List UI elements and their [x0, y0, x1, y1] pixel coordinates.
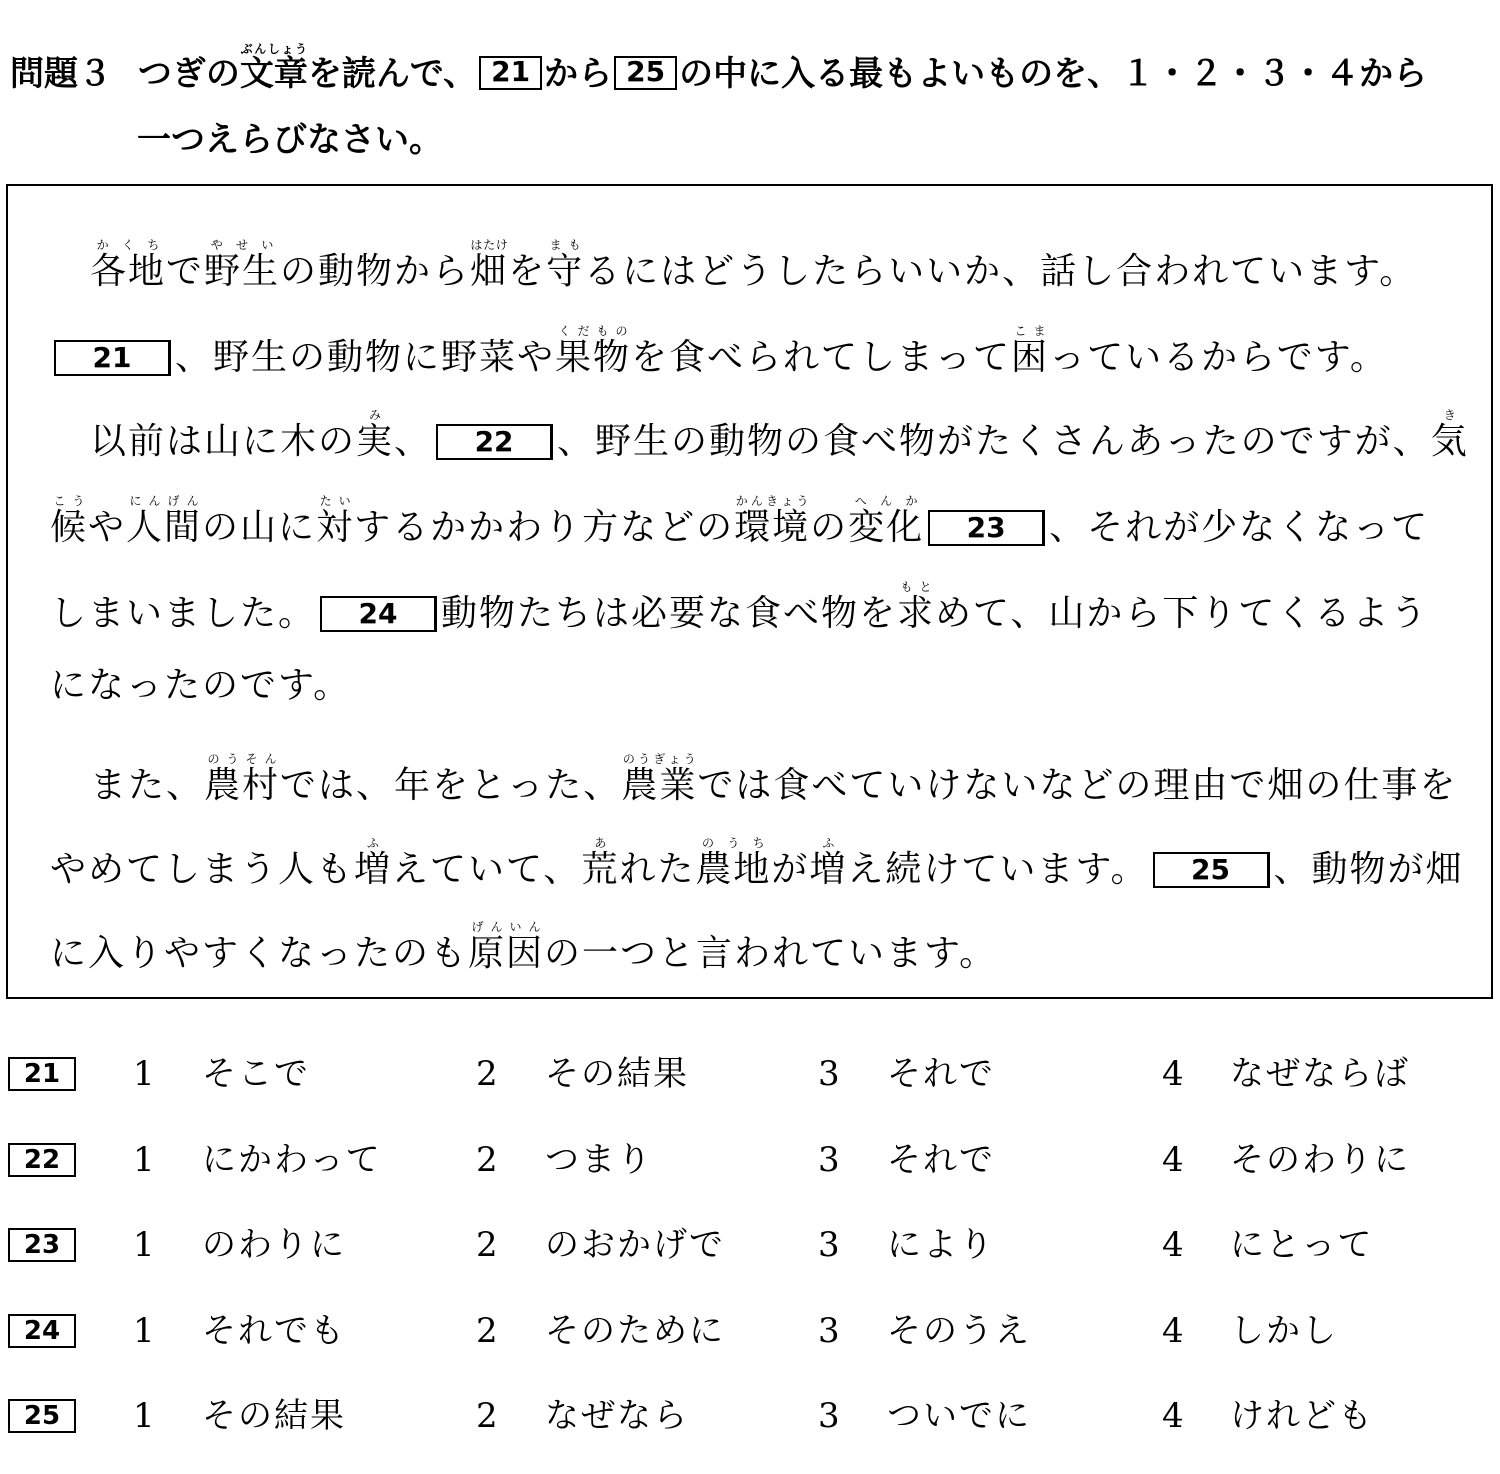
ruby-word: 野生やせい [204, 238, 281, 292]
passage-text: するかかわり方などの [354, 507, 735, 548]
passage-line [90, 238, 1417, 294]
ruby-word: 守まも [546, 238, 585, 292]
option-number[interactable]: 3 [818, 1140, 840, 1180]
option-number[interactable]: 4 [1162, 1311, 1184, 1351]
option-number[interactable]: 4 [1162, 1396, 1184, 1436]
option-number[interactable]: 3 [818, 1054, 840, 1094]
option-number[interactable]: 1 [133, 1311, 155, 1351]
passage-text: めて、山から下りてくるよう [935, 593, 1429, 634]
option-number[interactable]: 2 [476, 1396, 498, 1436]
passage-text: やめてしまう人も [50, 849, 355, 890]
option-text[interactable]: その結果 [202, 1396, 346, 1436]
passage-line [50, 836, 1464, 892]
option-text[interactable]: それで [887, 1140, 995, 1180]
passage-text: 、野生の動物に野菜や [175, 337, 556, 378]
instructions-line-1 [10, 42, 1427, 94]
option-text[interactable]: そのうえ [887, 1311, 1031, 1351]
option-text[interactable]: により [887, 1225, 995, 1265]
passage-text: の山に [202, 507, 317, 548]
passage-line [50, 494, 1429, 550]
passage-text: るにはどうしたらいいか、話し合われています。 [584, 251, 1418, 292]
ruby-word: 環境かんきょう [734, 494, 811, 548]
ruby-word: 荒あ [581, 836, 620, 890]
passage-text: 、それが少なくなって [1049, 507, 1430, 548]
option-text[interactable]: そのわりに [1230, 1140, 1410, 1180]
option-text[interactable]: にかわって [202, 1140, 382, 1180]
instructions-text-a: つぎの [137, 54, 240, 94]
option-number[interactable]: 1 [133, 1140, 155, 1180]
passage-text: の一つと言われています。 [544, 933, 998, 974]
passage-text: の [810, 507, 849, 548]
ruby-word: 求もと [897, 580, 936, 634]
passage-text: 、野生の動物の食べ物がたくさんあったのですが、 [557, 421, 1431, 462]
question-number: 24 [8, 1314, 76, 1348]
blank-ref-first: 21 [479, 56, 542, 90]
option-number[interactable]: 4 [1162, 1225, 1184, 1265]
passage-text: 、動物が畑 [1273, 849, 1464, 890]
ruby-word: 文章ぶんしょう [239, 42, 308, 94]
option-number[interactable]: 1 [133, 1054, 155, 1094]
passage-text: を食べられてしまって [631, 337, 1012, 378]
question-row [0, 1137, 1500, 1183]
option-text[interactable]: それでも [202, 1311, 346, 1351]
question-row [0, 1308, 1500, 1354]
option-number[interactable]: 4 [1162, 1054, 1184, 1094]
passage-text: に入りやすくなったのも [50, 933, 469, 974]
option-text[interactable]: のおかげで [545, 1225, 725, 1265]
passage-text: っているからです。 [1049, 337, 1388, 378]
question-row [0, 1222, 1500, 1268]
option-text[interactable]: それで [887, 1054, 995, 1094]
passage-text: や [88, 507, 127, 548]
ruby-word: 対たい [316, 494, 355, 548]
instructions-text-mid: から [544, 54, 613, 94]
option-number[interactable]: 2 [476, 1054, 498, 1094]
option-text[interactable]: のわりに [202, 1225, 346, 1265]
passage-text: 動物たちは必要な食べ物を [441, 593, 898, 634]
passage-text: で [166, 251, 205, 292]
passage-text: が [771, 849, 810, 890]
option-text[interactable]: そこで [202, 1054, 310, 1094]
option-text[interactable]: つまり [545, 1140, 653, 1180]
ruby-word: 農業のうぎょう [621, 752, 698, 806]
option-number[interactable]: 1 [133, 1225, 155, 1265]
blank-ref-last: 25 [614, 56, 677, 90]
question-number: 21 [8, 1057, 76, 1091]
ruby-word: 増ふ [809, 836, 848, 890]
option-number[interactable]: 3 [818, 1225, 840, 1265]
passage-line [50, 324, 1388, 380]
blank-21: 21 [54, 340, 171, 376]
option-number[interactable]: 2 [476, 1311, 498, 1351]
option-text[interactable]: なぜなら [545, 1396, 689, 1436]
ruby-word: 人間にんげん [126, 494, 203, 548]
passage-text: また、 [90, 765, 205, 806]
passage-text: れた [619, 849, 696, 890]
passage-line [90, 408, 1469, 464]
option-text[interactable]: その結果 [545, 1054, 689, 1094]
option-number[interactable]: 3 [818, 1396, 840, 1436]
question-number: 25 [8, 1399, 76, 1433]
ruby-word: 農村のうそん [204, 752, 281, 806]
blank-22: 22 [436, 424, 553, 460]
passage-text: では、年をとった、 [280, 765, 622, 806]
ruby-word: 候こう [50, 494, 89, 548]
option-text[interactable]: けれども [1230, 1396, 1374, 1436]
ruby-word: 実み [356, 408, 395, 462]
ruby-word: 各地かくち [90, 238, 167, 292]
question-row [0, 1051, 1500, 1097]
passage-text: しまいました。 [50, 593, 317, 634]
passage-text: えていて、 [392, 849, 582, 890]
passage-text: え続けています。 [847, 849, 1149, 890]
blank-23: 23 [928, 510, 1045, 546]
option-text[interactable]: そのために [545, 1311, 725, 1351]
option-number[interactable]: 3 [818, 1311, 840, 1351]
ruby-word: 果物くだもの [555, 324, 632, 378]
instructions-text-c: の中に入る最もよいものを、１・２・３・４から [679, 54, 1428, 94]
passage-text: になったのです。 [50, 665, 352, 706]
passage-line [50, 580, 1428, 636]
option-text[interactable]: なぜならば [1230, 1054, 1410, 1094]
passage-line [50, 920, 997, 976]
ruby-word: 増ふ [354, 836, 393, 890]
ruby-word: 農地のうち [695, 836, 772, 890]
blank-24: 24 [320, 596, 437, 632]
question-row [0, 1393, 1500, 1439]
passage-text: では食べていけないなどの理由で畑の仕事を [697, 765, 1458, 806]
option-number[interactable]: 2 [476, 1140, 498, 1180]
passage-text: 以前は山に木の [90, 421, 357, 462]
ruby-word: 気き [1430, 408, 1469, 462]
ruby-word: 原因げんいん [468, 920, 545, 974]
option-text[interactable]: にとって [1230, 1225, 1374, 1265]
ruby-word: 畑はたけ [470, 238, 509, 292]
ruby-word: 困こま [1011, 324, 1050, 378]
option-number[interactable]: 4 [1162, 1140, 1184, 1180]
passage-text: 、 [394, 421, 433, 462]
ruby-word: 変化へんか [848, 494, 925, 548]
option-number[interactable]: 1 [133, 1396, 155, 1436]
option-text[interactable]: しかし [1230, 1311, 1338, 1351]
passage-text: の動物から [280, 251, 471, 292]
instructions-line-2: 一つえらびなさい。 [137, 120, 443, 160]
passage-box [6, 184, 1493, 999]
passage-text: を [508, 251, 547, 292]
passage-line [50, 664, 351, 708]
option-text[interactable]: ついでに [887, 1396, 1031, 1436]
passage-line [90, 752, 1457, 808]
instructions-text-b: を読んで、 [307, 54, 478, 94]
option-number[interactable]: 2 [476, 1225, 498, 1265]
question-number: 23 [8, 1228, 76, 1262]
question-number: 22 [8, 1143, 76, 1177]
blank-25: 25 [1153, 852, 1270, 888]
question-label: 問題３ [10, 54, 112, 94]
